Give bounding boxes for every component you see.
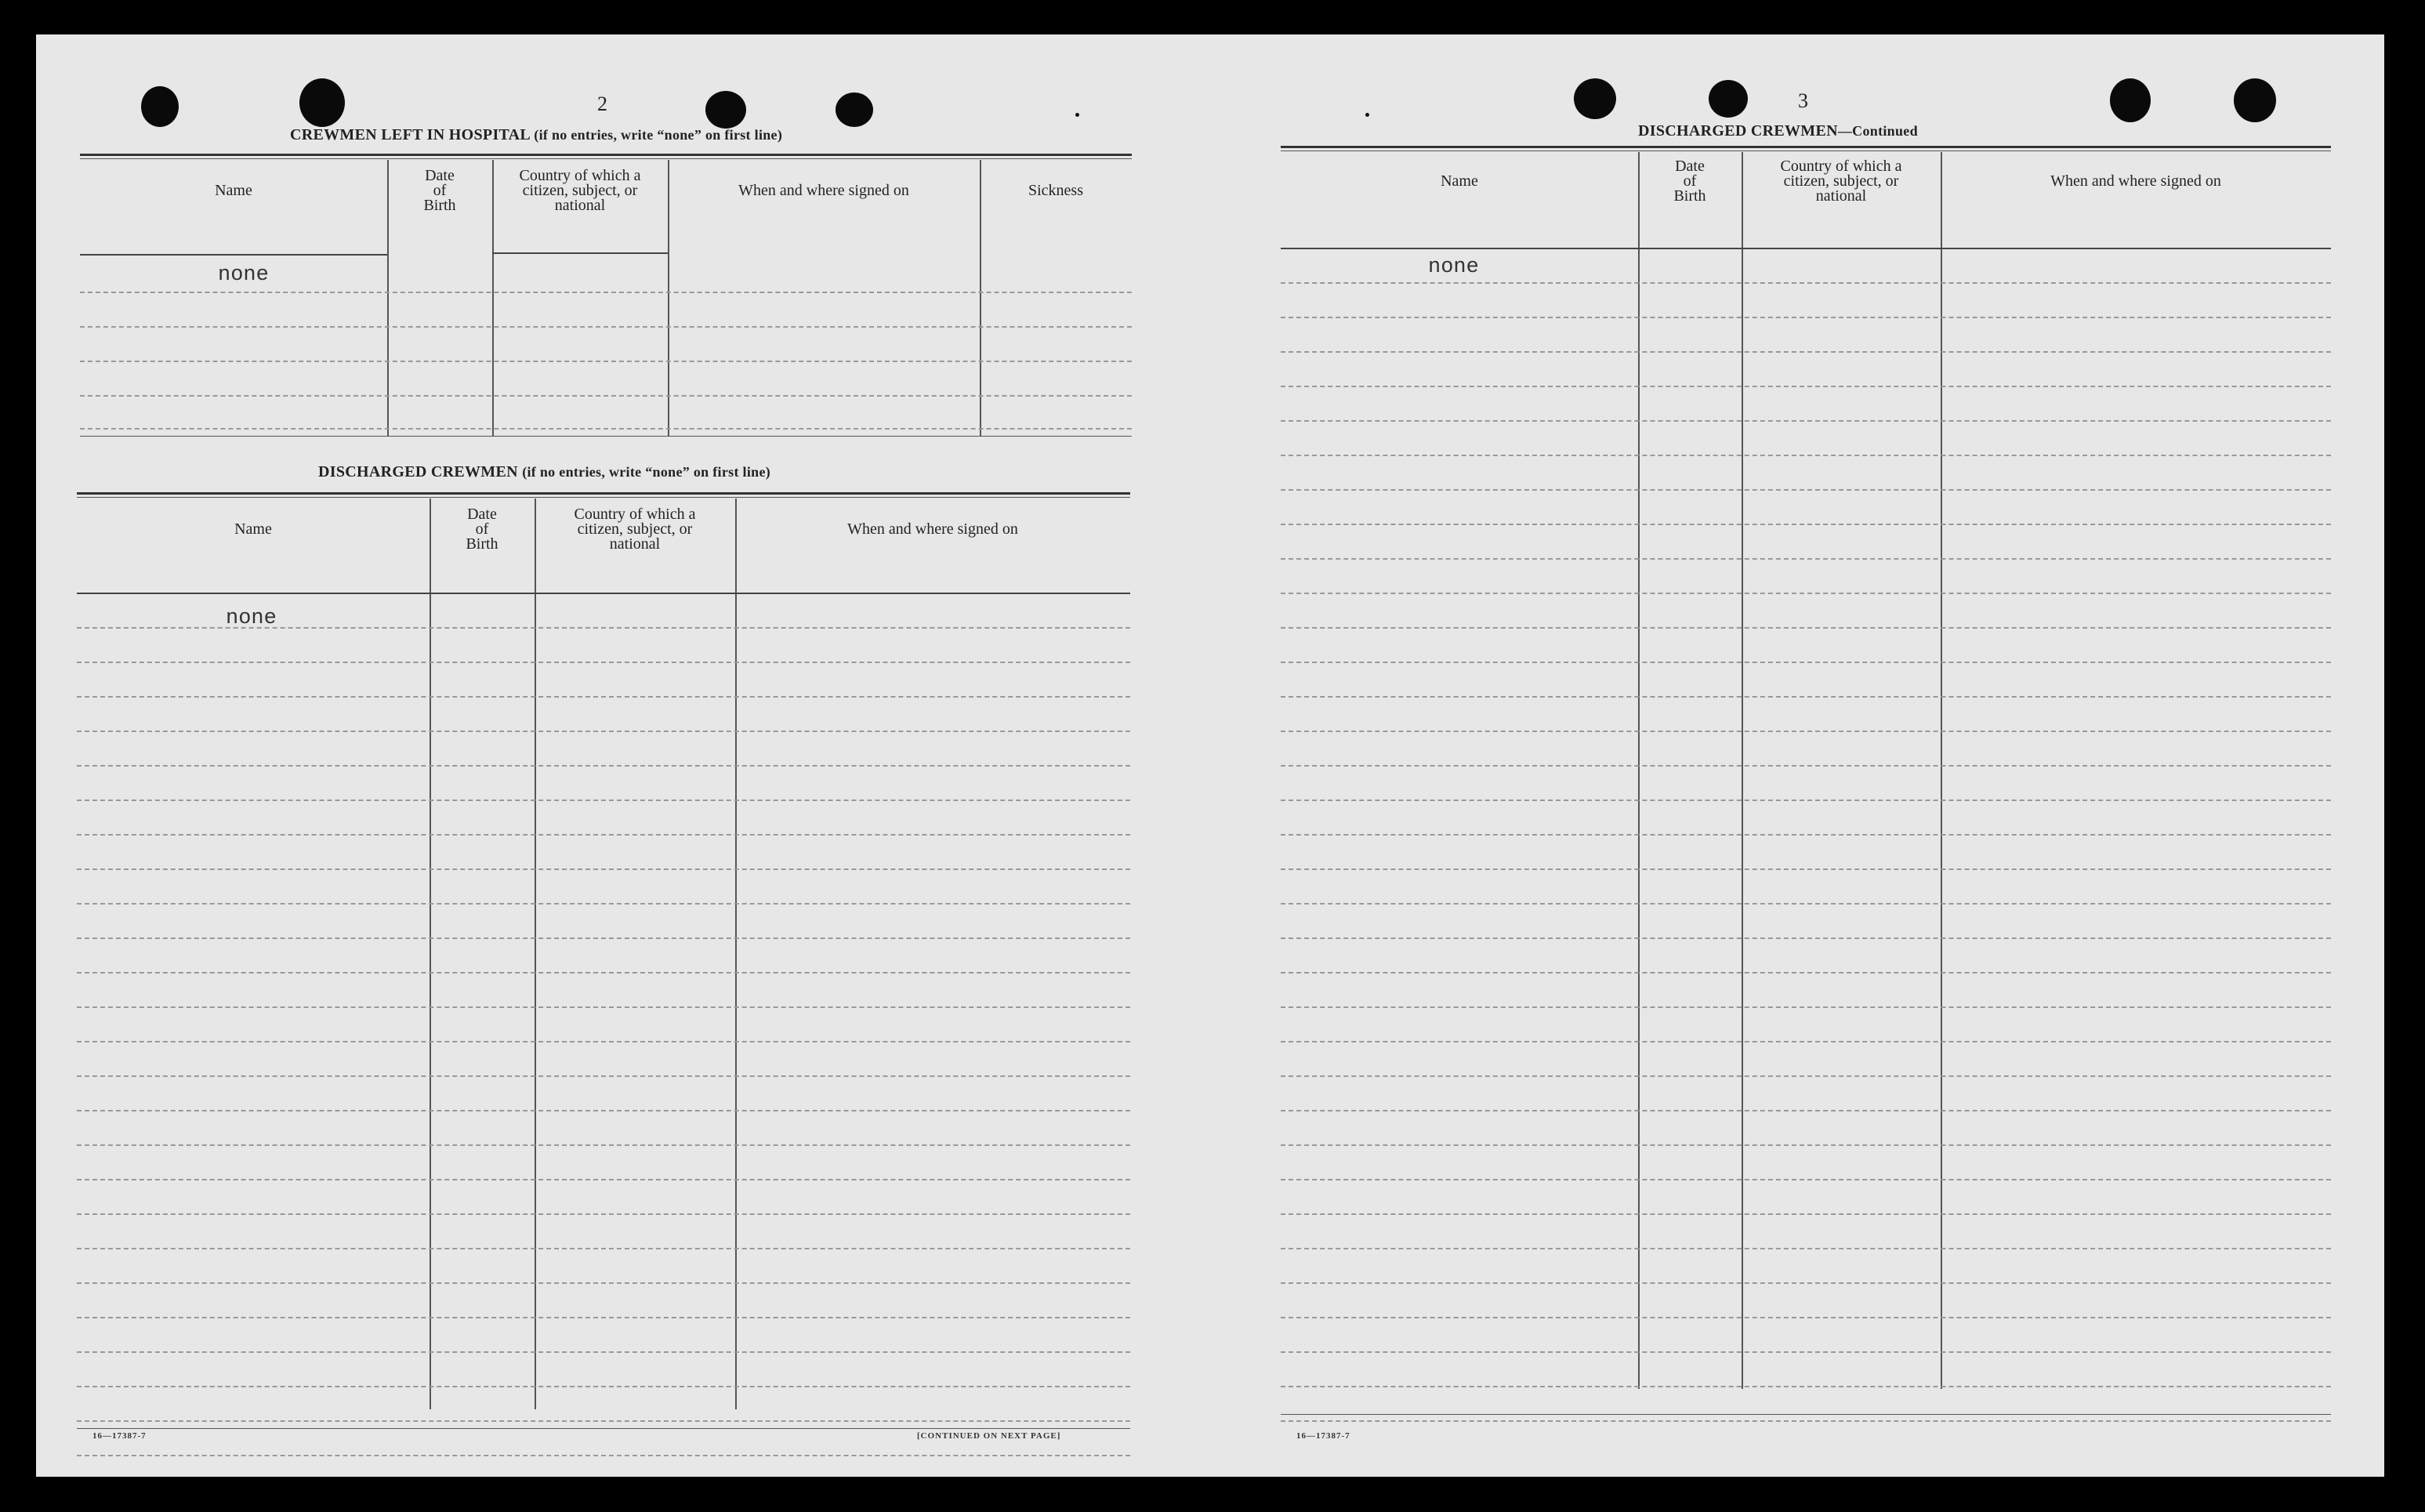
table-row-rule bbox=[77, 868, 1130, 870]
table-row-rule bbox=[1281, 1075, 2331, 1077]
table-row-rule bbox=[77, 1179, 1130, 1180]
table-row-rule bbox=[1281, 1420, 2331, 1422]
table-row-rule bbox=[1281, 1006, 2331, 1008]
column-header-name: Name bbox=[1441, 172, 1478, 190]
column-header-date-of-birth: Date of Birth bbox=[423, 166, 456, 214]
table-row-rule bbox=[77, 1386, 1130, 1387]
punch-hole bbox=[2110, 78, 2151, 122]
table-row-rule bbox=[1281, 731, 2331, 732]
table-row-rule bbox=[77, 1110, 1130, 1111]
column-header-name: Name bbox=[234, 520, 272, 538]
hospital-section-title: CREWMEN LEFT IN HOSPITAL (if no entries, write “none” on first line) bbox=[290, 126, 783, 143]
table-row-rule bbox=[77, 662, 1130, 663]
table-row-rule bbox=[77, 800, 1130, 801]
table-row-rule bbox=[77, 1317, 1130, 1318]
table-row-rule bbox=[77, 765, 1130, 767]
table-row-rule bbox=[77, 1213, 1130, 1215]
column-header-when-where: When and where signed on bbox=[738, 181, 909, 199]
table-row-rule bbox=[77, 1144, 1130, 1146]
table-row-rule bbox=[77, 903, 1130, 905]
table-row-rule bbox=[77, 972, 1130, 974]
table-row-rule bbox=[1281, 1317, 2331, 1318]
punch-hole bbox=[836, 92, 873, 127]
column-header-sickness: Sickness bbox=[1028, 181, 1083, 199]
table-row-rule bbox=[1281, 627, 2331, 629]
form-code: 16—17387-7 bbox=[92, 1431, 147, 1441]
table-row-rule bbox=[1281, 593, 2331, 594]
column-header-name: Name bbox=[215, 181, 252, 199]
speck bbox=[1075, 113, 1079, 117]
table-row-rule bbox=[1281, 317, 2331, 318]
table-row-rule bbox=[1281, 868, 2331, 870]
table-row-rule bbox=[1281, 937, 2331, 939]
table-row-rule bbox=[1281, 834, 2331, 836]
column-header-when-where: When and where signed on bbox=[2050, 172, 2221, 190]
right-page bbox=[1249, 34, 2384, 1477]
column-header-country: Country of which a citizen, subject, or national bbox=[519, 166, 641, 214]
speck bbox=[1365, 113, 1369, 117]
table-row-rule bbox=[1281, 558, 2331, 560]
table-row-rule bbox=[1281, 1282, 2331, 1284]
discharged-continued-first-entry: none bbox=[1428, 256, 1479, 279]
discharged-continued-title: DISCHARGED CREWMEN—Continued bbox=[1638, 122, 1918, 140]
table-row-rule bbox=[77, 627, 1130, 629]
table-row-rule bbox=[1281, 972, 2331, 974]
discharged-continued-table bbox=[1281, 146, 2331, 1431]
table-row-rule bbox=[77, 696, 1130, 698]
punch-hole bbox=[1574, 78, 1616, 119]
discharged-first-entry: none bbox=[226, 607, 277, 630]
table-row-rule bbox=[1281, 696, 2331, 698]
table-row-rule bbox=[77, 834, 1130, 836]
table-row-rule bbox=[1281, 765, 2331, 767]
column-header-when-where: When and where signed on bbox=[847, 520, 1018, 538]
table-row-rule bbox=[1281, 1213, 2331, 1215]
table-row-rule bbox=[77, 1248, 1130, 1249]
form-code: 16—17387-7 bbox=[1296, 1431, 1350, 1441]
table-row-rule bbox=[1281, 1386, 2331, 1387]
discharged-section-title: DISCHARGED CREWMEN (if no entries, write “none” on first line) bbox=[318, 463, 771, 480]
table-row-rule bbox=[1281, 1041, 2331, 1042]
column-header-country: Country of which a citizen, subject, or national bbox=[1780, 157, 1902, 205]
table-row-rule bbox=[1281, 662, 2331, 663]
table-row-rule bbox=[77, 1075, 1130, 1077]
punch-hole bbox=[299, 78, 345, 127]
discharged-table bbox=[77, 492, 1130, 1442]
hospital-first-entry: none bbox=[218, 263, 269, 287]
left-page bbox=[36, 34, 1249, 1477]
table-row-rule bbox=[1281, 800, 2331, 801]
table-row-rule bbox=[1281, 282, 2331, 284]
table-row-rule bbox=[77, 937, 1130, 939]
table-row-rule bbox=[1281, 420, 2331, 422]
punch-hole bbox=[705, 91, 746, 129]
hospital-table bbox=[80, 154, 1132, 475]
page-number: 2 bbox=[597, 92, 607, 115]
punch-hole bbox=[2234, 78, 2276, 122]
table-row-rule bbox=[1281, 1179, 2331, 1180]
table-row-rule bbox=[1281, 489, 2331, 491]
column-header-country: Country of which a citizen, subject, or national bbox=[574, 505, 696, 553]
table-row-rule bbox=[77, 1351, 1130, 1353]
table-row-rule bbox=[1281, 1144, 2331, 1146]
continued-note: [CONTINUED ON NEXT PAGE] bbox=[917, 1431, 1061, 1441]
table-row-rule bbox=[77, 1006, 1130, 1008]
column-header-date-of-birth: Date of Birth bbox=[1673, 157, 1706, 205]
punch-hole bbox=[1709, 80, 1748, 118]
table-row-rule bbox=[77, 1455, 1130, 1456]
table-row-rule bbox=[1281, 903, 2331, 905]
column-header-date-of-birth: Date of Birth bbox=[466, 505, 498, 553]
table-row-rule bbox=[1281, 386, 2331, 387]
table-row-rule bbox=[1281, 1351, 2331, 1353]
table-row-rule bbox=[1281, 351, 2331, 353]
page-number: 3 bbox=[1798, 89, 1808, 112]
table-row-rule bbox=[77, 1041, 1130, 1042]
table-row-rule bbox=[1281, 524, 2331, 525]
table-row-rule bbox=[77, 1420, 1130, 1422]
table-row-rule bbox=[77, 1282, 1130, 1284]
table-row-rule bbox=[1281, 1110, 2331, 1111]
table-row-rule bbox=[77, 731, 1130, 732]
table-row-rule bbox=[1281, 1248, 2331, 1249]
table-row-rule bbox=[1281, 455, 2331, 456]
punch-hole bbox=[141, 86, 179, 127]
